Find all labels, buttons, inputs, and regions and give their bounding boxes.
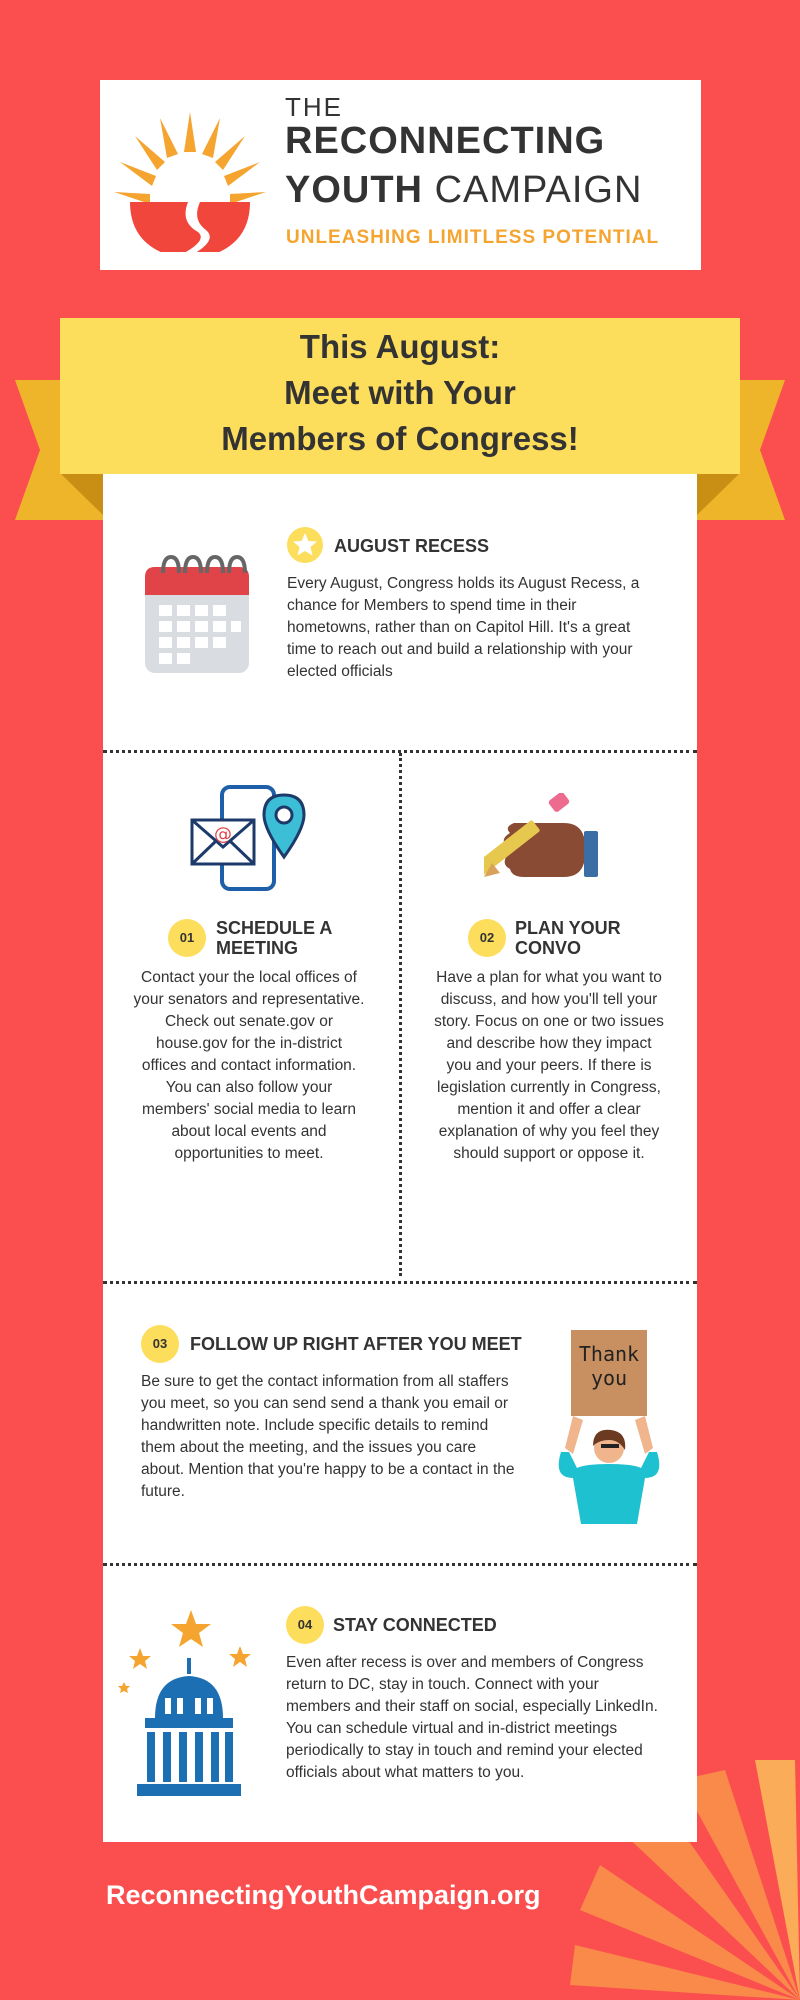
- step1-heading: SCHEDULE A MEETING: [216, 918, 333, 958]
- logo-line1: RECONNECTING: [285, 120, 606, 162]
- step4-badge: 04: [286, 1606, 324, 1644]
- banner-line3: Members of Congress!: [221, 420, 579, 457]
- divider-3: [103, 1563, 697, 1566]
- thank-you-sign: Thank you: [578, 1342, 640, 1390]
- logo-campaign: CAMPAIGN: [434, 169, 643, 211]
- logo-card: [100, 80, 701, 270]
- step3-body: Be sure to get the contact information from all staffers you meet, so you can send send a thank you email or handwritten note. Include specific details to remind them about the meeting, and the issues you care about. Mention that you're happy to be a contact in the future.: [141, 1373, 515, 1500]
- capitol-stars-icon: [115, 1608, 255, 1806]
- svg-text:@: @: [214, 824, 232, 845]
- recess-heading: AUGUST RECESS: [334, 536, 490, 556]
- thank-you-person-illustration: [553, 1328, 665, 1524]
- footer-website-link[interactable]: ReconnectingYouthCampaign.org: [106, 1880, 541, 1910]
- step4-heading: STAY CONNECTED: [333, 1615, 497, 1635]
- logo-tagline: UNLEASHING LIMITLESS POTENTIAL: [286, 227, 660, 248]
- title-banner: [60, 318, 740, 474]
- step3-heading: FOLLOW UP RIGHT AFTER YOU MEET: [190, 1334, 522, 1354]
- step3-badge: 03: [141, 1325, 179, 1363]
- divider-vertical: [399, 753, 402, 1276]
- logo-the: THE: [285, 92, 343, 122]
- step1-badge: 01: [168, 919, 206, 957]
- divider-2: [103, 1281, 697, 1284]
- step2-heading: PLAN YOUR CONVO: [515, 918, 621, 958]
- hand-writing-icon: [484, 793, 612, 879]
- email-location-icon: [190, 785, 312, 893]
- logo-line2: [285, 169, 642, 212]
- logo-youth: YOUTH: [285, 169, 423, 211]
- step1-body: Contact your the local offices of your senators and representative. Check out senate.gov or house.gov for the in-district offices and contact information. You can also follow your members' social media to learn about local events and opportunities to meet.: [133, 969, 365, 1162]
- step2-badge: 02: [468, 919, 506, 957]
- banner-line2: Meet with Your: [284, 374, 516, 411]
- step2-body: Have a plan for what you want to discuss, and how you'll tell your story. Focus on one or two issues and describe how they impact you and your peers. If there is legislation currently in Congress, mention it and offer a clear explanation of why you feel they should support or oppose it.: [434, 969, 664, 1162]
- calendar-icon: [143, 553, 251, 675]
- recess-body: Every August, Congress holds its August Recess, a chance for Members to spend time in their hometowns, rather than on Capitol Hill. It's a great time to reach out and build a relationship with your elected officials: [287, 575, 640, 680]
- sun-road-logo-icon: [110, 92, 270, 252]
- step4-body: Even after recess is over and members of Congress return to DC, stay in touch. Connect with your members and their staff on social, especially LinkedIn. You can schedule virtual and in-district meetings periodically to stay in touch and remind your elected officials about what matters to you.: [286, 1654, 658, 1781]
- star-badge-icon: [287, 527, 323, 563]
- banner-line1: This August:: [299, 328, 501, 365]
